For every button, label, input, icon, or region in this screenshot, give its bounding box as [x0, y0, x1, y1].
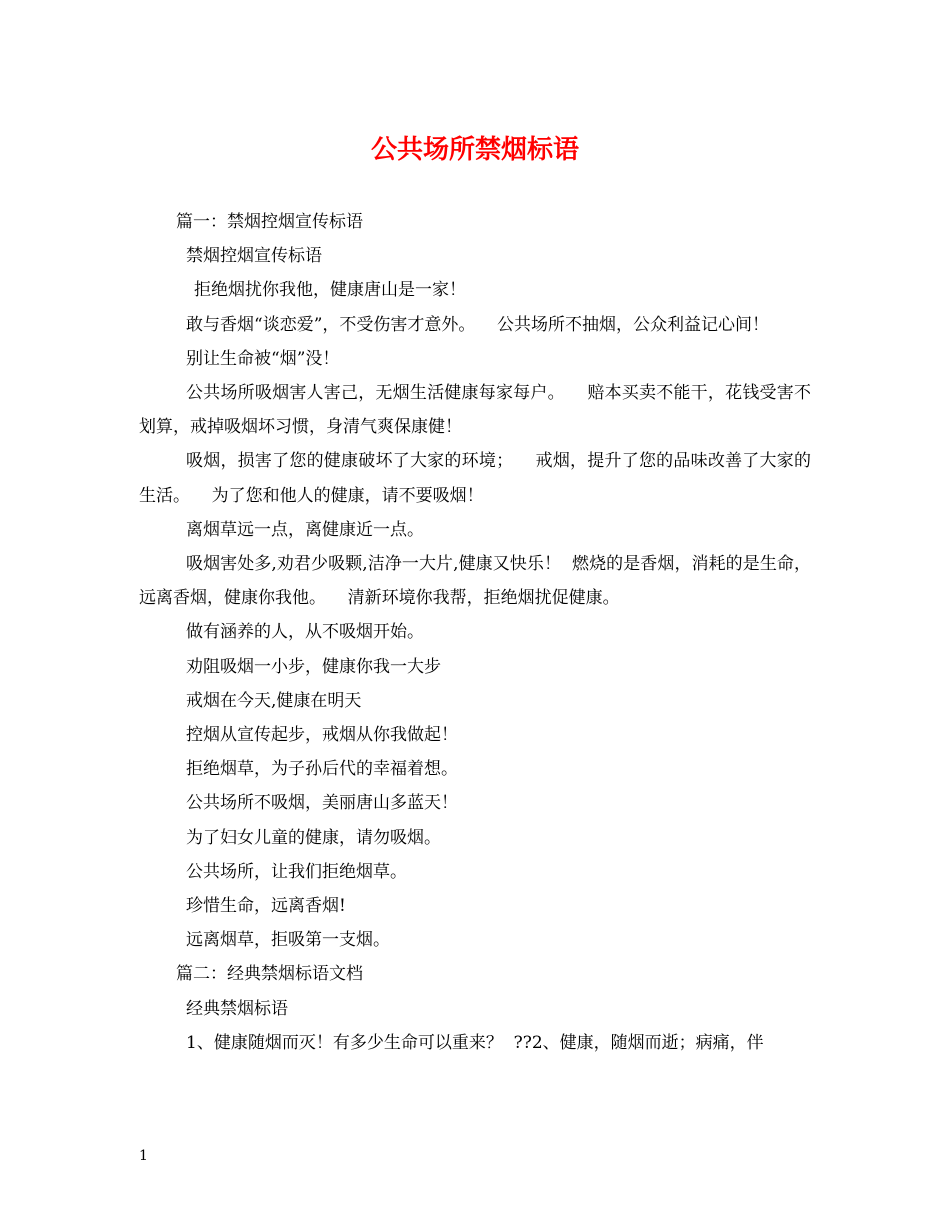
slogan-paragraph: 劝阻吸烟一小步，健康你我一大步 — [186, 656, 441, 677]
slogan-paragraph: 吸烟害处多,劝君少吸颗,洁净一大片,健康又快乐！ 燃烧的是香烟，消耗的是生命，远离香烟，健康你我他。 清新环境你我帮，拒绝烟扰促健康。 — [139, 554, 811, 609]
slogan-paragraph: 戒烟在今天,健康在明天 — [186, 690, 362, 711]
slogan-paragraph: 公共场所不吸烟，美丽唐山多蓝天！ — [186, 793, 458, 814]
subheading-1: 禁烟控烟宣传标语 — [186, 246, 322, 267]
page-number: 1 — [139, 1148, 148, 1164]
slogan-paragraph: 拒绝烟草，为子孙后代的幸福着想。 — [186, 759, 458, 780]
slogan-paragraph: 公共场所，让我们拒绝烟草。 — [186, 861, 407, 882]
slogan-paragraph: 珍惜生命，远离香烟! — [186, 896, 346, 917]
document-body — [139, 205, 811, 1060]
slogan-paragraph: 离烟草远一点，离健康近一点。 — [186, 519, 424, 540]
slogan-paragraph: 公共场所吸烟害人害己，无烟生活健康每家每户。 赔本买卖不能干，花钱受害不划算，戒掉吸烟坏习惯，身清气爽保康健！ — [139, 383, 811, 438]
slogan-paragraph: 做有涵养的人，从不吸烟开始。 — [186, 622, 424, 643]
slogan-paragraph: 别让生命被“烟”没！ — [186, 348, 340, 369]
page-title: 公共场所禁烟标语 — [370, 135, 579, 165]
section-heading-1: 篇一：禁烟控烟宣传标语 — [176, 212, 363, 232]
slogan-paragraph: 拒绝烟扰你我他，健康唐山是一家！ — [194, 280, 466, 301]
slogan-paragraph: 为了妇女儿童的健康，请勿吸烟。 — [186, 827, 441, 848]
section-heading-2: 篇二：经典禁烟标语文档 — [176, 964, 363, 985]
slogan-list-paragraph: 1、健康随烟而灭！有多少生命可以重来？ ??2、健康，随烟而逝；病痛，伴 — [186, 1032, 764, 1053]
subheading-2: 经典禁烟标语 — [186, 998, 288, 1019]
slogan-paragraph: 敢与香烟“谈恋爱”，不受伤害才意外。 公共场所不抽烟，公众利益记心间！ — [186, 314, 769, 335]
slogan-paragraph: 吸烟，损害了您的健康破坏了大家的环境； 戒烟，提升了您的品味改善了大家的生活。 为了您和他人的健康，请不要吸烟！ — [139, 451, 811, 506]
slogan-paragraph: 控烟从宣传起步，戒烟从你我做起！ — [186, 725, 458, 746]
slogan-paragraph: 远离烟草，拒吸第一支烟。 — [186, 930, 390, 951]
